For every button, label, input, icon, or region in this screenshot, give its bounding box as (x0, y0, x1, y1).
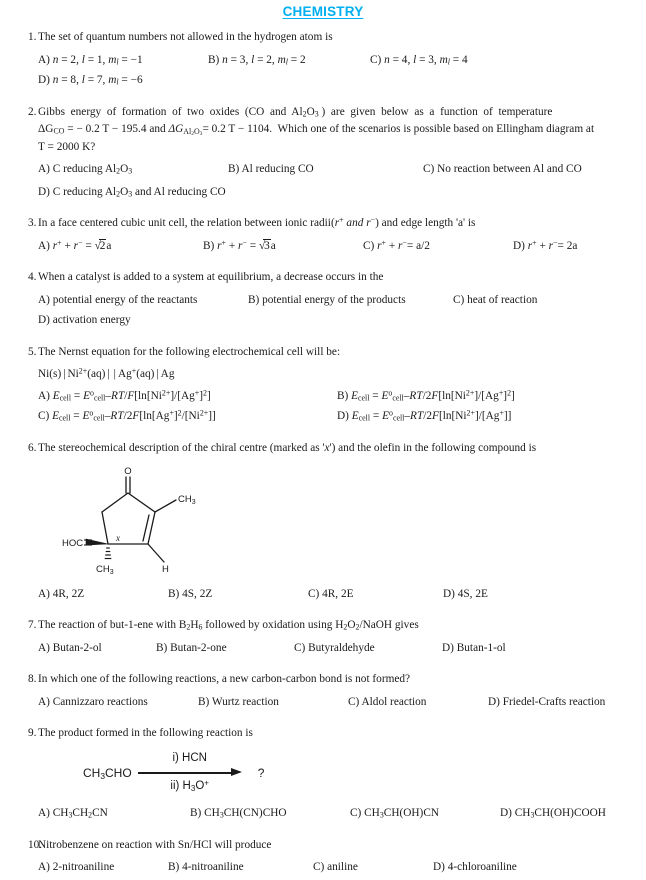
option-b[interactable] (198, 694, 348, 712)
question-stem: The Nernst equation for the following electrochemical cell will be: (38, 345, 341, 358)
option-text: r+ + r−= 2a (527, 238, 578, 252)
option-d[interactable] (443, 586, 488, 604)
reagent-step-1: i) HCN (172, 751, 207, 764)
option-label: C) (313, 861, 325, 874)
question-9 (0, 725, 646, 826)
option-label: D) (433, 861, 445, 874)
option-d[interactable] (337, 408, 636, 426)
option-label: C) (423, 163, 435, 175)
option-b[interactable] (190, 805, 350, 823)
option-label: B) (168, 861, 180, 874)
option-a[interactable] (38, 161, 228, 179)
question-number: 3. (28, 217, 37, 229)
question-number: 1. (28, 31, 37, 43)
option-text: C reducing $Al_2O_3$ and Al reducing CO (52, 185, 226, 199)
option-label: A) (38, 587, 50, 600)
option-c[interactable] (38, 408, 337, 426)
label-vinyl-hydrogen: H (162, 564, 169, 575)
option-label: A) (38, 641, 50, 654)
reaction-reagents (138, 749, 242, 798)
reagent-step-2: ii) $H_3O^+$ (170, 778, 209, 794)
option-label: A) (38, 389, 50, 402)
option-label: D) (38, 314, 50, 326)
option-text: Al reducing CO (241, 163, 314, 175)
option-label: D) (38, 74, 50, 86)
option-label: D) (500, 807, 512, 820)
option-text: Wurtz reaction (211, 695, 279, 708)
option-c[interactable] (423, 161, 623, 179)
hashed-bond (105, 548, 112, 559)
option-label: D) (337, 410, 349, 422)
option-b[interactable] (228, 161, 423, 179)
reaction-arrow-icon (138, 768, 242, 777)
option-d[interactable] (433, 859, 517, 877)
option-label: B) (208, 53, 220, 66)
question-stem: In a face centered cubic unit cell, the relation between ionic radii(r+ and r−) and edge length 'a' is (38, 215, 476, 229)
option-label: D) (443, 587, 455, 600)
option-text: n = 8, l = 7, $m_l = -6$ (52, 74, 143, 87)
option-c[interactable] (348, 694, 488, 712)
option-label: B) (203, 239, 215, 252)
options-list (38, 805, 636, 826)
option-text: n = 3, l = 2, $m_l = 2$ (222, 53, 306, 67)
option-label: C) (453, 293, 465, 306)
question-stem: The set of quantum numbers not allowed in the hydrogen atom is (38, 31, 333, 43)
option-c[interactable] (453, 292, 563, 310)
question-8 (0, 671, 646, 714)
option-text: $CH_3CH(CN)CHO$ (204, 807, 287, 820)
question-stem: Nitrobenzene on reaction with Sn/HCl will produce (38, 838, 272, 851)
option-d[interactable] (488, 694, 605, 712)
label-methyl-wedge: $CH_3$ (96, 564, 114, 576)
option-a[interactable] (38, 694, 198, 712)
option-label: B) (228, 163, 240, 175)
reaction-scheme (83, 749, 636, 798)
reaction-product-unknown: ? (257, 765, 265, 780)
option-label: A) (38, 695, 50, 708)
option-label: D) (513, 239, 525, 252)
question-stem: The stereochemical description of the chiral centre (marked as 'x') and the olefin in the following compound is (38, 441, 537, 454)
options-list (38, 238, 636, 259)
option-a[interactable] (38, 586, 168, 604)
label-chiral-marker: x (116, 533, 120, 543)
options-list (38, 640, 636, 661)
question-stem: The product formed in the following reaction is (38, 727, 253, 739)
option-text: Friedel-Crafts reaction (502, 695, 606, 708)
option-text: potential energy of the products (262, 293, 406, 306)
option-label: B) (337, 389, 349, 402)
question-stem: Gibbs energy of formation of two oxides (CO and $Al_2O_3$ ) are given below as a function of temperature $\Delta G_{CO}$ = − 0.2 T − 195.4 and $\Delta G_{Al_2O_3}= 0.2$ T − 1104. Which one of the scenarios is possible based on Ellingham diagram at T = 2000 K? (38, 105, 595, 153)
options-list (38, 388, 636, 429)
option-label: C) (348, 695, 360, 708)
option-text: 4-chloroaniline (447, 861, 517, 874)
option-a[interactable] (38, 859, 168, 877)
option-label: C) (308, 587, 320, 600)
option-label: C) (38, 410, 50, 422)
question-stem: In which one of the following reactions, a new carbon-carbon bond is not formed? (38, 673, 411, 685)
option-c[interactable] (294, 640, 442, 658)
label-methyl-vinyl: $CH_3$ (178, 494, 196, 506)
option-text: 4-nitroaniline (182, 861, 244, 874)
chemical-structure-diagram (60, 462, 636, 584)
option-d[interactable] (38, 312, 131, 330)
question-number: 5. (28, 345, 37, 358)
option-c[interactable] (350, 805, 500, 823)
option-b[interactable] (203, 238, 363, 256)
option-text: r+ + r−= a/2 (377, 238, 430, 252)
option-b[interactable] (168, 586, 308, 604)
question-number: 4. (28, 271, 37, 283)
option-text: 4S, 2E (457, 587, 488, 600)
question-number: 6. (28, 441, 37, 454)
option-label: B) (190, 807, 202, 820)
option-text: Butan-2-ol (52, 641, 102, 654)
option-a[interactable] (38, 52, 208, 70)
question-7 (0, 617, 646, 660)
option-text: 2-nitroaniline (52, 861, 115, 874)
option-a[interactable] (38, 388, 337, 406)
question-6 (0, 440, 646, 607)
options-list (38, 694, 636, 715)
option-text: Butan-2-one (170, 641, 227, 654)
option-label: C) (370, 53, 382, 66)
option-text: $CH_3CH_2CN$ (52, 807, 108, 820)
option-text: 4S, 2Z (182, 587, 213, 600)
option-label: B) (198, 695, 210, 708)
cell-notation: Ni(s) | $Ni^{2+}(aq)$ | | Ag+(aq) | Ag (38, 366, 175, 380)
option-text: Cannizzaro reactions (52, 695, 148, 708)
option-text: Aldol reaction (361, 695, 427, 708)
option-text: $E_{cell} = E^o_{cell}-RT/2F[\ln[Ni^{2+}]/[Ag^+]]$ (351, 408, 512, 423)
option-text: $CH_3CH(OH)CN$ (364, 807, 440, 820)
question-number: 10. (28, 838, 43, 851)
question-10 (0, 837, 646, 880)
label-carboxyl: HOC (62, 538, 84, 549)
label-ketone-oxygen: O (124, 466, 132, 477)
option-label: B) (156, 641, 168, 654)
option-a[interactable] (38, 805, 190, 823)
option-text: Butan-1-ol (456, 641, 506, 654)
option-c[interactable] (313, 859, 433, 877)
question-2 (0, 104, 646, 205)
option-b[interactable] (337, 388, 636, 406)
option-label: D) (38, 185, 50, 198)
option-text: $E_{cell} = E^o_{cell}-RT/F[\ln[Ni^{2+}]/[Ag^+]^2]$ (52, 388, 211, 403)
option-text: heat of reaction (467, 293, 538, 306)
option-text: aniline (327, 861, 358, 874)
option-c[interactable] (308, 586, 443, 604)
option-b[interactable] (156, 640, 294, 658)
option-c[interactable] (363, 238, 513, 256)
question-number: 7. (28, 619, 37, 631)
question-5 (0, 344, 646, 429)
options-list (38, 292, 636, 333)
option-text: $E_{cell} = E^o_{cell}-RT/2F[\ln[Ag^+]^2/[Ni^{2+}]]$ (52, 408, 216, 423)
option-text: activation energy (52, 314, 131, 326)
option-text: r+ + r− = √2a (52, 238, 112, 252)
option-a[interactable] (38, 292, 248, 310)
cyclopentenone-structure-svg (60, 462, 250, 577)
option-d[interactable] (500, 805, 606, 823)
option-label: A) (38, 293, 50, 306)
option-label: A) (38, 53, 50, 66)
option-label: C) (294, 641, 306, 654)
option-text: 4R, 2Z (52, 587, 85, 600)
option-label: A) (38, 239, 50, 252)
option-d[interactable] (38, 72, 158, 90)
question-4 (0, 269, 646, 333)
option-label: D) (442, 641, 454, 654)
option-text: Butyraldehyde (308, 641, 375, 654)
question-1 (0, 29, 646, 93)
option-text: 4R, 2E (322, 587, 354, 600)
options-list (38, 859, 636, 880)
option-label: D) (488, 695, 500, 708)
options-list (38, 52, 636, 93)
option-b[interactable] (248, 292, 453, 310)
option-text: No reaction between Al and CO (437, 163, 582, 175)
option-b[interactable] (168, 859, 313, 877)
question-3 (0, 215, 646, 258)
option-label: A) (38, 861, 50, 874)
options-list (38, 161, 636, 204)
page-title: CHEMISTRY (282, 4, 364, 19)
option-text: $CH_3CH(OH)COOH$ (514, 807, 606, 820)
option-d[interactable] (442, 640, 506, 658)
option-text: C reducing $Al_2O_3$ (52, 163, 133, 176)
question-stem: The reaction of but-1-ene with $B_2H_6$ followed by oxidation using $H_2O_2$/NaOH gives (38, 619, 419, 632)
option-a[interactable] (38, 238, 203, 256)
question-stem: When a catalyst is added to a system at equilibrium, a decrease occurs in the (38, 271, 384, 283)
option-label: B) (248, 293, 260, 306)
option-text: $E_{cell} = E^o_{cell}-RT/2F[\ln[Ni^{2+}]/[Ag^+]^2]$ (351, 388, 515, 403)
reaction-reactant: $CH_3CHO$ (83, 765, 132, 781)
option-text: n = 2, l = 1, $m_l = -1$ (52, 53, 143, 67)
option-c[interactable] (370, 52, 522, 70)
question-number: 9. (28, 727, 37, 739)
option-text: potential energy of the reactants (52, 293, 198, 306)
option-d[interactable] (38, 184, 636, 202)
question-number: 8. (28, 673, 37, 685)
option-label: A) (38, 163, 50, 175)
option-label: C) (350, 807, 362, 820)
option-label: B) (168, 587, 180, 600)
option-d[interactable] (513, 238, 577, 256)
option-a[interactable] (38, 640, 156, 658)
option-b[interactable] (208, 52, 370, 70)
option-label: C) (363, 239, 375, 252)
option-text: r+ + r− = √3a (217, 238, 276, 252)
question-number: 2. (28, 105, 37, 118)
option-label: A) (38, 807, 50, 820)
options-list (38, 586, 636, 607)
option-text: n = 4, l = 3, $m_l = 4$ (384, 53, 468, 67)
